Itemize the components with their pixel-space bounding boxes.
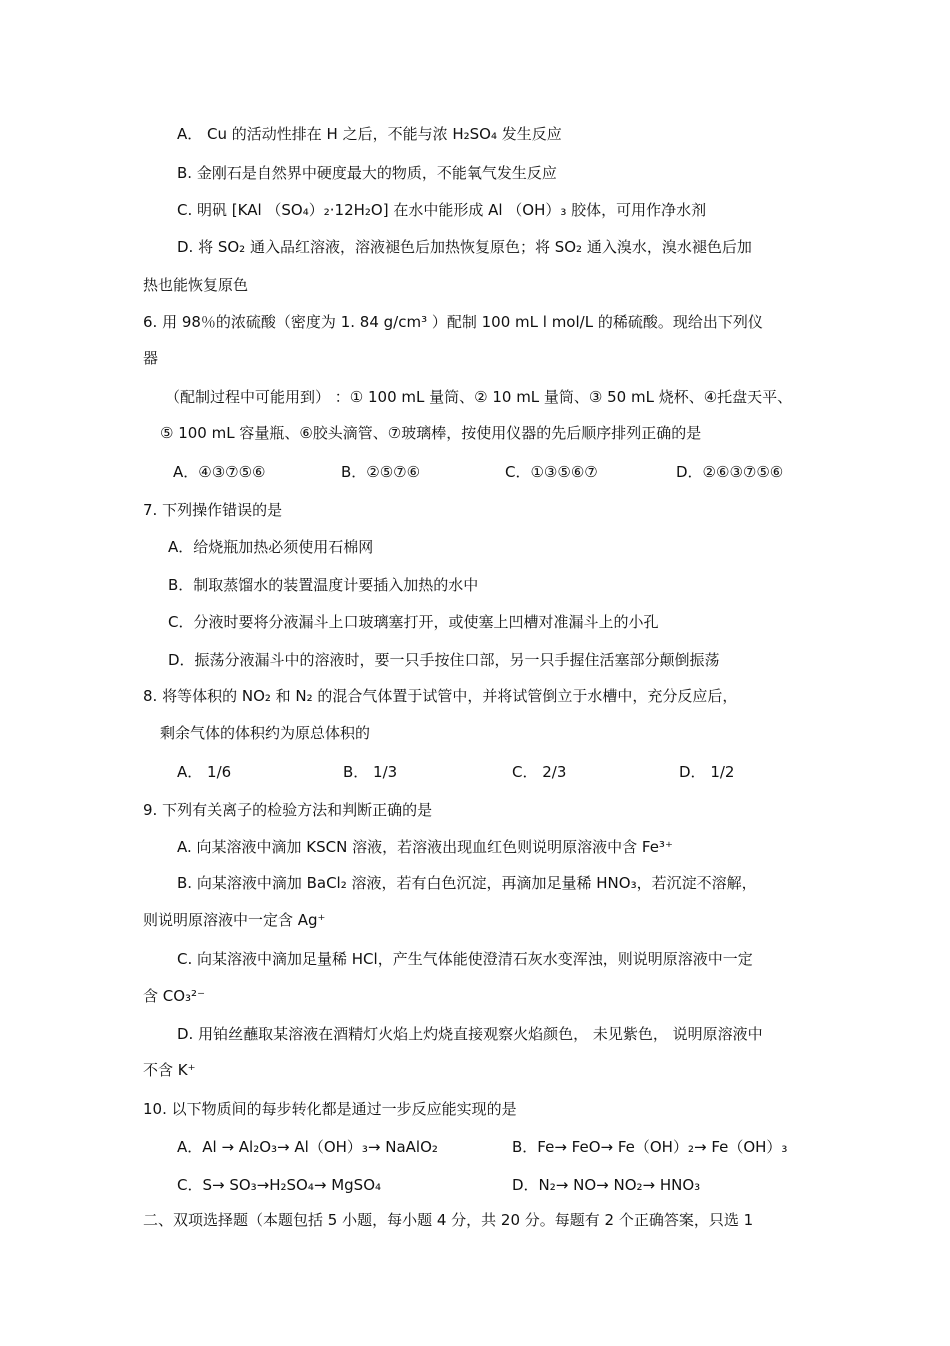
q7-option-b: B．制取蒸馏水的装置温度计要插入加热的水中	[168, 576, 479, 594]
q5-option-c: C. 明矾 [KAl （SO₄）₂·12H₂O] 在水中能形成 Al （OH）₃ 胶体，可用作净水剂	[177, 201, 707, 219]
q10-option-c: C．S→ SO₃→H₂SO₄→ MgSO₄	[177, 1176, 382, 1194]
q6-stem: 6. 用 98％的浓硫酸（密度为 1. 84 g/cm³ ）配制 100 mL l mol/L 的稀硫酸。现给出下列仪	[143, 313, 763, 331]
q7-option-d: D．振荡分液漏斗中的溶液时，要一只手按住口部，另一只手握住活塞部分颠倒振荡	[168, 651, 720, 669]
q7-option-a: A．给烧瓶加热必须使用石棉网	[168, 538, 374, 556]
q8-option-b: B． 1/3	[343, 763, 398, 781]
q9-option-d-cont: 不含 K⁺	[143, 1061, 196, 1079]
q6-stem-list-cont: ⑤ 100 mL 容量瓶、⑥胶头滴管、⑦玻璃棒，按使用仪器的先后顺序排列正确的是	[160, 424, 702, 442]
q10-stem: 10. 以下物质间的每步转化都是通过一步反应能实现的是	[143, 1100, 517, 1118]
q9-option-b-cont: 则说明原溶液中一定含 Ag⁺	[143, 911, 326, 929]
q9-option-c: C. 向某溶液中滴加足量稀 HCl，产生气体能使澄清石灰水变浑浊，则说明原溶液中一定	[177, 950, 753, 968]
section-two-heading: 二、双项选择题（本题包括 5 小题，每小题 4 分，共 20 分。每题有 2 个正确答案，只选 1	[143, 1211, 754, 1229]
q8-stem: 8. 将等体积的 NO₂ 和 N₂ 的混合气体置于试管中，并将试管倒立于水槽中，充分反应后，	[143, 687, 738, 705]
q6-option-d: D．②⑥③⑦⑤⑥	[676, 463, 784, 481]
q7-option-c: C．分液时要将分液漏斗上口玻璃塞打开，或使塞上凹槽对准漏斗上的小孔	[168, 613, 659, 631]
q8-option-a: A． 1/6	[177, 763, 232, 781]
q5-option-d: D. 将 SO₂ 通入品红溶液，溶液褪色后加热恢复原色；将 SO₂ 通入溴水，溴水褪色后加	[177, 238, 752, 256]
q8-stem-cont: 剩余气体的体积约为原总体积的	[160, 724, 371, 742]
q9-stem: 9. 下列有关离子的检验方法和判断正确的是	[143, 801, 433, 819]
q5-option-d-cont: 热也能恢复原色	[143, 276, 249, 294]
q10-option-a: A．Al → Al₂O₃→ Al（OH）₃→ NaAlO₂	[177, 1138, 438, 1156]
q5-option-b: B. 金刚石是自然界中硬度最大的物质，不能氧气发生反应	[177, 164, 557, 182]
q10-option-b: B．Fe→ FeO→ Fe（OH）₂→ Fe（OH）₃	[512, 1138, 788, 1156]
q6-option-c: C．①③⑤⑥⑦	[505, 463, 598, 481]
q10-option-d: D．N₂→ NO→ NO₂→ HNO₃	[512, 1176, 701, 1194]
q9-option-b: B. 向某溶液中滴加 BaCl₂ 溶液，若有白色沉淀，再滴加足量稀 HNO₃，若沉淀不溶解，	[177, 874, 757, 892]
q5-option-a: A． Cu 的活动性排在 H 之后，不能与浓 H₂SO₄ 发生反应	[177, 125, 562, 143]
q8-option-d: D． 1/2	[679, 763, 735, 781]
q6-stem-list: （配制过程中可能用到） ：① 100 mL 量筒、② 10 mL 量筒、③ 50 mL 烧杯、④托盘天平、	[165, 388, 793, 406]
q6-option-a: A．④③⑦⑤⑥	[173, 463, 266, 481]
q8-option-c: C． 2/3	[512, 763, 567, 781]
q6-option-b: B．②⑤⑦⑥	[341, 463, 421, 481]
q9-option-c-cont: 含 CO₃²⁻	[143, 987, 205, 1005]
q6-stem-cont: 器	[143, 349, 159, 367]
q7-stem: 7. 下列操作错误的是	[143, 501, 283, 519]
q9-option-d: D. 用铂丝蘸取某溶液在酒精灯火焰上灼烧直接观察火焰颜色， 未见紫色， 说明原溶液中	[177, 1025, 763, 1043]
q9-option-a: A. 向某溶液中滴加 KSCN 溶液，若溶液出现血红色则说明原溶液中含 Fe³⁺	[177, 838, 673, 856]
